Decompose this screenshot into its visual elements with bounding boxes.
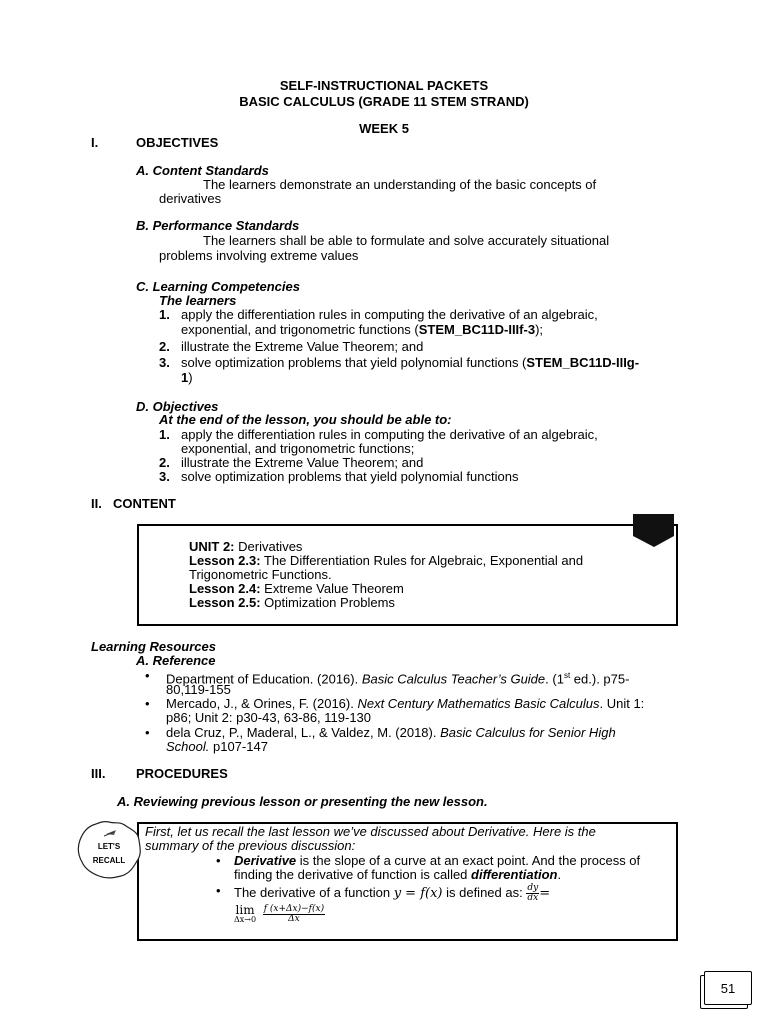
lesson-2-3-line2: Trigonometric Functions. [189,567,332,582]
learning-competencies-sub: The learners [159,293,237,308]
recall-bullet-2: The derivative of a function y = f(x) is defined as: $\frac{dy}{dx}$ = [234,883,551,903]
header-line1: SELF-INSTRUCTIONAL PACKETS [279,78,489,93]
recall-bullet-1-line2: finding the derivative of function is called differentiation. [234,867,562,882]
content-title: CONTENT [113,496,176,511]
competency-item-3: 3. solve optimization problems that yield polynomial functions (STEM_BC11D-IIIg- [159,355,640,370]
reference-bullet-1: • [145,668,150,683]
objective-item-1-line2: exponential, and trigonometric functions; [181,441,415,456]
section-numeral-3: III. [91,766,106,781]
performance-standards-label: B. Performance Standards [136,218,300,233]
recall-intro-1: First, let us recall the last lesson we’ve discussed about Derivative. Here is the [145,824,596,839]
reference-2-line2: p86; Unit 2: p30-43, 63-86, 119-130 [166,710,372,725]
competency-item-1-line2: exponential, and trigonometric functions (STEM_BC11D-IIIf-3); [181,322,544,337]
unit-line: UNIT 2: Derivatives [189,539,303,554]
objective-item-3: 3. solve optimization problems that yield polynomial functions [159,469,519,484]
lets-recall-text-1: LET'S [97,842,121,851]
limit-expression: lim Δx→0 $\frac{f (x+\Delta x)-f(x)}{\Delta x}$ [234,903,325,924]
lets-recall-text-2: RECALL [92,856,126,865]
recall-bullet-1: Derivative is the slope of a curve at an exact point. And the process of [234,853,641,868]
header-line2: BASIC CALCULUS (GRADE 11 STEM STRAND) [239,94,529,109]
procedure-a-label: A. Reviewing previous lesson or presenting the new lesson. [117,794,488,809]
content-standards-text-2: derivatives [159,191,222,206]
page-number: 51 [720,981,736,996]
procedures-title: PROCEDURES [136,766,228,781]
limit-fraction: $\frac{f (x+\Delta x)-f(x)}{\Delta x}$ [263,903,325,924]
content-standards-label: A. Content Standards [136,163,269,178]
learning-competencies-label: C. Learning Competencies [136,279,300,294]
objectives-d-sub: At the end of the lesson, you should be able to: [159,412,452,427]
lesson-2-4: Lesson 2.4: Extreme Value Theorem [189,581,404,596]
reference-label: A. Reference [136,653,216,668]
recall-bullet-2-dot: • [216,883,221,898]
recall-bullet-1-dot: • [216,853,221,868]
recall-intro-2: summary of the previous discussion: [145,838,356,853]
reference-1-line2: 80,119-155 [166,682,231,697]
learning-resources-title: Learning Resources [91,639,216,654]
objectives-title: OBJECTIVES [136,135,219,150]
reference-bullet-3: • [145,725,150,740]
objective-item-2: 2. illustrate the Extreme Value Theorem; and [159,455,424,470]
objectives-d-label: D. Objectives [136,399,219,414]
lesson-2-5: Lesson 2.5: Optimization Problems [189,595,395,610]
competency-item-3-line2: 1) [181,370,193,385]
objective-item-1: 1. apply the differentiation rules in computing the derivative of an algebraic, [159,427,598,442]
week-label: WEEK 5 [359,121,409,136]
performance-standards-text-2: problems involving extreme values [159,248,359,263]
competency-item-1: 1. apply the differentiation rules in computing the derivative of an algebraic, [159,307,598,322]
reference-bullet-2: • [145,696,150,711]
bookmark-tab-icon [632,513,676,549]
reference-2: Mercado, J., & Orines, F. (2016). Next Century Mathematics Basic Calculus. Unit 1: [166,696,645,711]
section-numeral-2: II. [91,496,102,511]
dy-dx-fraction: $\frac{dy}{dx}$ [527,883,539,903]
content-standards-text: The learners demonstrate an understanding of the basic concepts of [203,177,597,192]
competency-item-2: 2. illustrate the Extreme Value Theorem; and [159,339,424,354]
reference-1: Department of Education. (2016). Basic Calculus Teacher’s Guide. (1st ed.). p75- [166,671,630,687]
reference-3-line2: School. p107-147 [166,739,268,754]
reference-3: dela Cruz, P., Maderal, L., & Valdez, M. (2018). Basic Calculus for Senior High [166,725,616,740]
lesson-2-3: Lesson 2.3: The Differentiation Rules for Algebraic, Exponential and [189,553,584,568]
performance-standards-text: The learners shall be able to formulate and solve accurately situational [203,233,610,248]
section-numeral-1: I. [91,135,99,150]
